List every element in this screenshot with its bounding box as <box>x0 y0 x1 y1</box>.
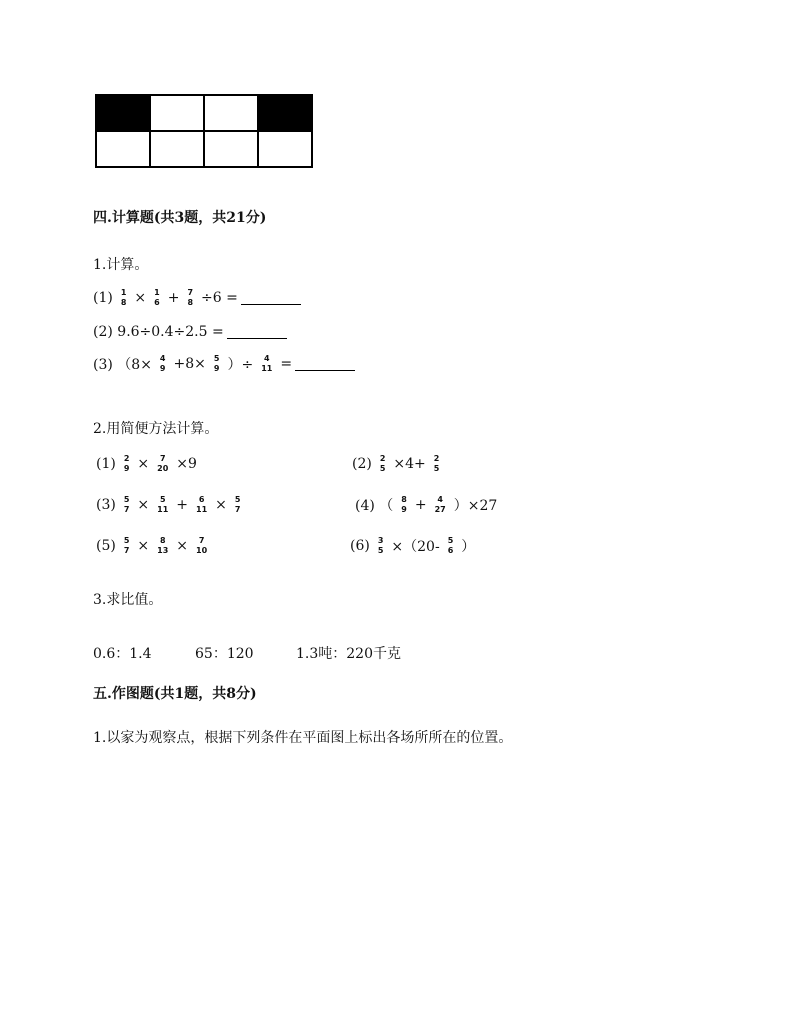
expression-text: +8× <box>173 356 206 372</box>
grid-cell-shaded <box>258 95 312 131</box>
fraction <box>434 495 447 515</box>
fraction <box>153 288 161 308</box>
expression-text: × <box>176 538 189 554</box>
fraction <box>120 288 128 308</box>
ratio-item-3: 1.3吨：220千克 <box>296 646 401 662</box>
expression-text: (1) <box>93 290 113 306</box>
numerator: 5 <box>159 495 166 504</box>
expression-text: ）÷ <box>227 357 254 373</box>
expression-text: (6) <box>350 538 370 554</box>
simplify-item-4 <box>355 495 497 515</box>
answer-blank[interactable] <box>227 326 287 339</box>
simplify-item-2 <box>352 454 444 474</box>
expression-text: ×（20- <box>391 539 440 555</box>
denominator: 9 <box>401 505 407 514</box>
grid-cell <box>204 131 258 167</box>
fraction <box>260 354 273 374</box>
fraction <box>123 454 131 474</box>
grid-cell <box>204 95 258 131</box>
fraction <box>433 454 441 474</box>
ratio-item-2: 65：120 <box>195 646 254 662</box>
expression-text: + <box>167 290 180 306</box>
numerator: 1 <box>154 288 160 297</box>
calc-item-3 <box>93 354 355 374</box>
calc-item-1 <box>93 288 301 308</box>
fraction <box>123 536 131 556</box>
numerator: 5 <box>123 495 130 504</box>
expression-text: ） <box>461 539 476 555</box>
expression-text: (5) <box>96 538 116 554</box>
numerator: 5 <box>234 495 241 504</box>
fraction <box>156 454 169 474</box>
fraction <box>379 454 387 474</box>
denominator: 7 <box>123 505 130 514</box>
ratio-item-1: 0.6：1.4 <box>93 646 152 662</box>
fraction <box>195 536 208 556</box>
expression-text: (1) <box>96 456 116 472</box>
numerator: 8 <box>401 495 407 504</box>
expression-text: (3) <box>96 497 116 513</box>
expression-text: × <box>137 538 150 554</box>
numerator: 3 <box>377 536 384 545</box>
numerator: 5 <box>123 536 130 545</box>
numerator: 7 <box>187 288 194 297</box>
grid-cell <box>258 131 312 167</box>
denominator: 13 <box>157 546 169 555</box>
question-3-title: 3.求比值。 <box>93 592 163 608</box>
numerator: 4 <box>437 495 443 504</box>
shaded-grid <box>95 94 313 168</box>
fraction <box>123 495 131 515</box>
denominator: 9 <box>159 364 166 373</box>
expression-text: (2) <box>352 456 372 472</box>
fraction <box>400 495 408 515</box>
numerator: 5 <box>213 354 220 363</box>
fraction <box>156 536 169 556</box>
numerator: 7 <box>198 536 205 545</box>
grid-row <box>96 95 312 131</box>
fraction <box>377 536 385 556</box>
denominator: 5 <box>433 464 440 473</box>
grid-cell <box>150 131 204 167</box>
answer-blank[interactable] <box>241 292 301 305</box>
expression-text: + <box>414 497 427 513</box>
expression-text: + <box>176 497 189 513</box>
expression-text: × <box>137 456 150 472</box>
grid-cell <box>96 131 150 167</box>
denominator: 8 <box>120 298 127 307</box>
denominator: 5 <box>377 546 384 555</box>
expression-text: ×4+ <box>393 456 426 472</box>
simplify-item-1 <box>96 454 197 474</box>
denominator: 11 <box>261 364 273 373</box>
numerator: 8 <box>159 536 166 545</box>
simplify-item-5 <box>96 536 212 556</box>
expression-text: ÷6 = <box>201 290 238 306</box>
section-5-heading: 五.作图题(共1题，共8分) <box>93 686 257 702</box>
simplify-item-6 <box>350 536 475 556</box>
denominator: 8 <box>187 298 194 307</box>
numerator: 4 <box>263 354 270 363</box>
denominator: 6 <box>154 298 160 307</box>
answer-blank[interactable] <box>295 358 355 371</box>
denominator: 7 <box>123 546 130 555</box>
drawing-question-1: 1.以家为观察点，根据下列条件在平面图上标出各场所所在的位置。 <box>93 730 513 746</box>
fraction <box>156 495 169 515</box>
expression-text: (4) （ <box>355 498 394 514</box>
numerator: 6 <box>198 495 205 504</box>
calc-item-2 <box>93 324 287 340</box>
expression-text: × <box>134 290 147 306</box>
grid-row <box>96 131 312 167</box>
fraction <box>195 495 208 515</box>
expression-text: (2) 9.6÷0.4÷2.5 = <box>93 324 224 340</box>
denominator: 10 <box>196 546 208 555</box>
grid-cell <box>150 95 204 131</box>
denominator: 9 <box>213 364 220 373</box>
fraction <box>447 536 455 556</box>
denominator: 7 <box>234 505 241 514</box>
denominator: 11 <box>157 505 169 514</box>
expression-text: (3) （8× <box>93 357 152 373</box>
numerator: 4 <box>159 354 166 363</box>
fraction <box>234 495 242 515</box>
numerator: 7 <box>159 454 166 463</box>
question-2-title: 2.用简便方法计算。 <box>93 421 219 437</box>
question-1-title: 1.计算。 <box>93 257 149 273</box>
numerator: 2 <box>123 454 130 463</box>
expression-text: × <box>215 497 227 513</box>
denominator: 20 <box>157 464 169 473</box>
denominator: 6 <box>447 546 454 555</box>
expression-text: ）×27 <box>453 498 498 514</box>
fraction <box>159 354 167 374</box>
numerator: 2 <box>379 454 386 463</box>
expression-text: = <box>280 356 293 372</box>
grid-cell-shaded <box>96 95 150 131</box>
expression-text: × <box>137 497 150 513</box>
numerator: 5 <box>447 536 454 545</box>
numerator: 1 <box>120 288 127 297</box>
denominator: 9 <box>123 464 130 473</box>
fraction <box>186 288 194 308</box>
simplify-item-3 <box>96 495 245 515</box>
denominator: 5 <box>379 464 386 473</box>
expression-text: ×9 <box>176 456 197 472</box>
section-4-heading: 四.计算题(共3题，共21分) <box>93 210 267 226</box>
denominator: 27 <box>434 505 446 514</box>
fraction <box>213 354 221 374</box>
denominator: 11 <box>196 505 208 514</box>
numerator: 2 <box>433 454 440 463</box>
